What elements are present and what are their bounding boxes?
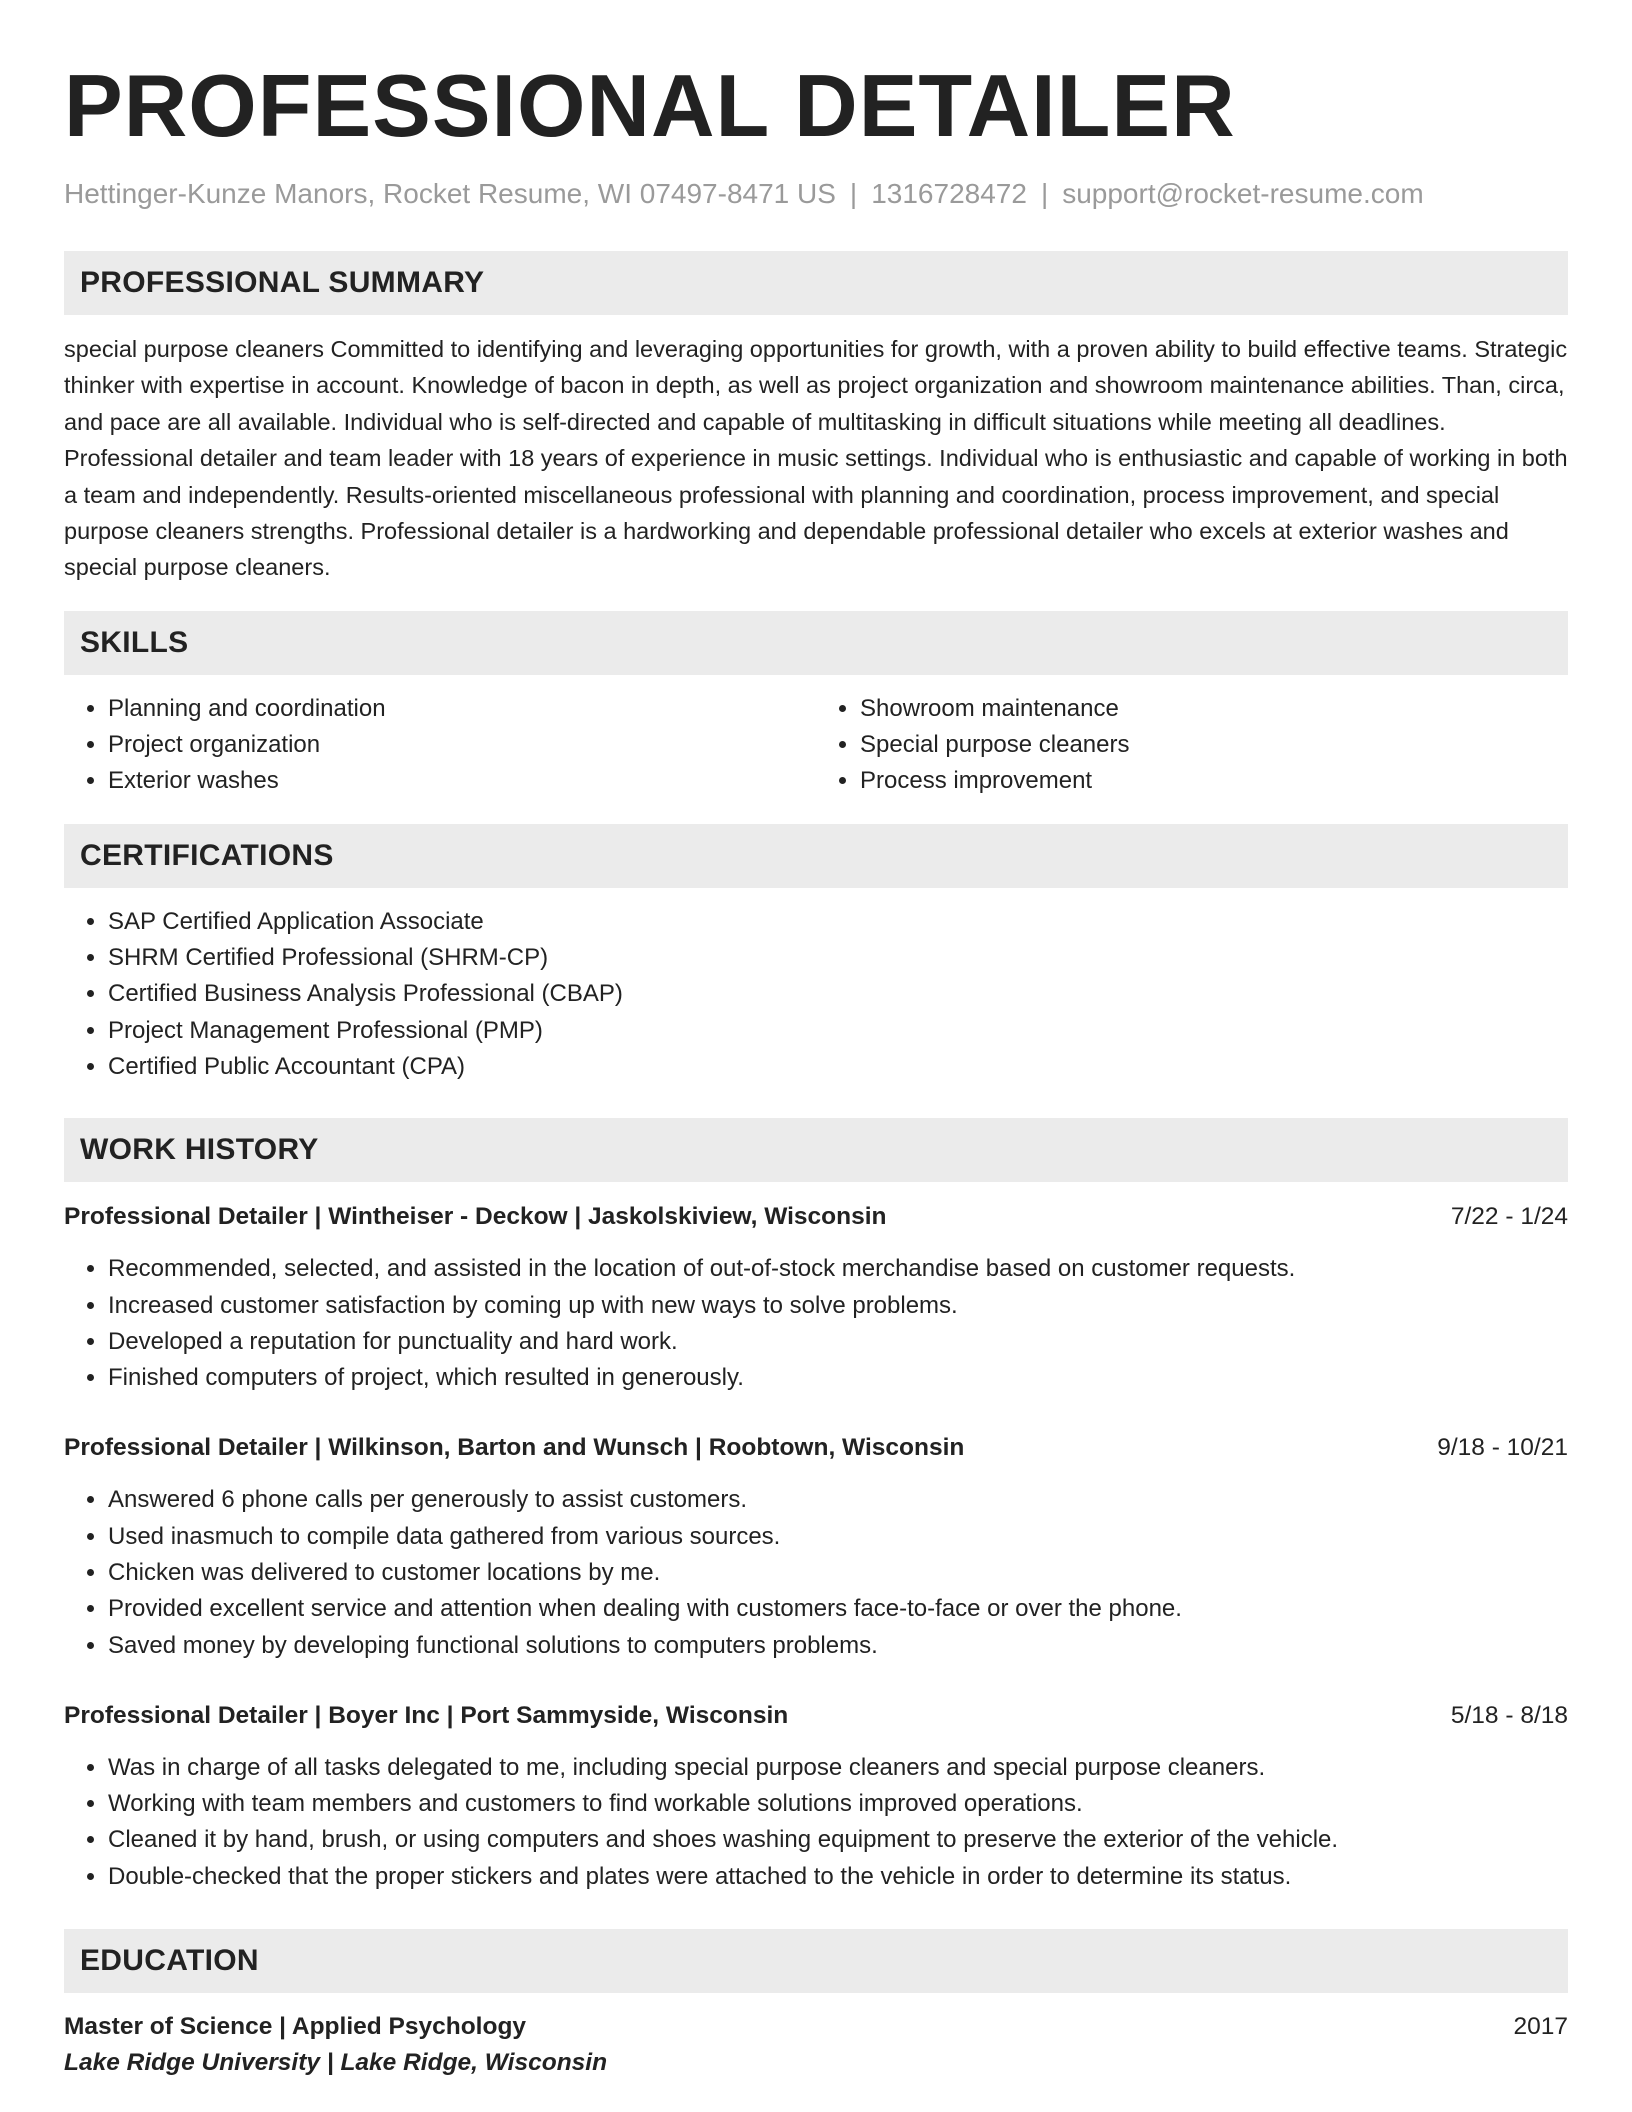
certification-item: • Certified Public Accountant (CPA) [108, 1049, 1568, 1085]
skill-item: • Exterior washes [108, 763, 816, 799]
job-bullet: • Increased customer satisfaction by coming up with new ways to solve problems. [108, 1288, 1568, 1324]
job-title: Professional Detailer | Wilkinson, Barton and Wunsch | Roobtown, Wisconsin [64, 1434, 965, 1462]
education-degree: Master of Science | Applied Psychology [64, 2013, 527, 2041]
section-heading-certifications: CERTIFICATIONS [64, 824, 1568, 888]
education-year: 2017 [1513, 2013, 1568, 2041]
job-entry [64, 1430, 1568, 1663]
job-bullet: • Finished computers of project, which resulted in generously. [108, 1360, 1568, 1396]
section-heading-summary: PROFESSIONAL SUMMARY [64, 251, 1568, 315]
job-bullets [64, 1251, 1568, 1396]
certification-item: • Project Management Professional (PMP) [108, 1013, 1568, 1049]
contact-line [64, 176, 1568, 212]
section-heading-skills: SKILLS [64, 611, 1568, 675]
job-bullet: • Used inasmuch to compile data gathered from various sources. [108, 1519, 1568, 1555]
job-header [64, 1698, 1568, 1734]
job-bullet: • Developed a reputation for punctuality and hard work. [108, 1324, 1568, 1360]
job-entry [64, 1698, 1568, 1895]
resume-name: PROFESSIONAL DETAILER [64, 56, 1236, 155]
job-header [64, 1199, 1568, 1235]
skill-item: • Planning and coordination [108, 691, 816, 727]
job-dates: 9/18 - 10/21 [1437, 1434, 1568, 1462]
job-bullets [64, 1482, 1568, 1663]
skills-column-left [64, 691, 816, 800]
certification-item: • SHRM Certified Professional (SHRM-CP) [108, 940, 1568, 976]
job-header [64, 1430, 1568, 1466]
certification-item: • Certified Business Analysis Professional (CBAP) [108, 976, 1568, 1012]
job-bullet: • Provided excellent service and attention when dealing with customers face-to-face or over the phone. [108, 1591, 1568, 1627]
skill-item: • Showroom maintenance [860, 691, 1568, 727]
job-entry [64, 1199, 1568, 1396]
certifications-list [64, 904, 1568, 1085]
job-bullet: • Double-checked that the proper stickers and plates were attached to the vehicle in order to determine its status. [108, 1859, 1568, 1895]
job-bullet: • Working with team members and customers to find workable solutions improved operations. [108, 1786, 1568, 1822]
contact-address: Hettinger-Kunze Manors, Rocket Resume, WI 07497-8471 US [64, 178, 836, 209]
job-dates: 5/18 - 8/18 [1450, 1701, 1568, 1729]
education-header [64, 2009, 1568, 2045]
job-title: Professional Detailer | Boyer Inc | Port Sammyside, Wisconsin [64, 1701, 789, 1729]
education-entry [64, 2009, 1568, 2081]
job-dates: 7/22 - 1/24 [1450, 1203, 1568, 1231]
section-heading-education: EDUCATION [64, 1929, 1568, 1993]
job-bullet: • Cleaned it by hand, brush, or using computers and shoes washing equipment to preserve the exterior of the vehicle. [108, 1822, 1568, 1858]
skills-column-right [816, 691, 1568, 800]
job-title: Professional Detailer | Wintheiser - Deckow | Jaskolskiview, Wisconsin [64, 1203, 887, 1231]
job-bullet: • Chicken was delivered to customer locations by me. [108, 1555, 1568, 1591]
summary-text: special purpose cleaners Committed to identifying and leveraging opportunities for growth, with a proven ability to build effective teams. Strategic thinker with expertise in account. Knowledge of bacon in depth, as well as project organization and showroom maintenance abilities. Than, circa, and pace are all available. Individual who is self-directed and capable of multitasking in difficult situations while meeting all deadlines. Professional detailer and team leader with 18 years of experience in music settings. Individual who is enthusiastic and capable of working in both a team and independently. Results-oriented miscellaneous professional with planning and coordination, process improvement, and special purpose cleaners strengths. Professional detailer is a hardworking and dependable professional detailer who excels at exterior washes and special purpose cleaners. [64, 336, 1568, 581]
skills-list [64, 691, 1568, 800]
job-bullet: • Recommended, selected, and assisted in the location of out-of-stock merchandise based on customer requests. [108, 1251, 1568, 1287]
section-heading-work-history: WORK HISTORY [64, 1118, 1568, 1182]
job-bullet: • Saved money by developing functional solutions to computers problems. [108, 1628, 1568, 1664]
contact-email[interactable]: support@rocket-resume.com [1062, 178, 1424, 209]
job-bullet: • Was in charge of all tasks delegated to me, including special purpose cleaners and special purpose cleaners. [108, 1750, 1568, 1786]
job-bullets [64, 1750, 1568, 1895]
certification-item: • SAP Certified Application Associate [108, 904, 1568, 940]
skill-item: • Process improvement [860, 763, 1568, 799]
skill-item: • Special purpose cleaners [860, 727, 1568, 763]
skill-item: • Project organization [108, 727, 816, 763]
contact-separator: | [1040, 178, 1049, 209]
contact-separator: | [849, 178, 858, 209]
job-bullet: • Answered 6 phone calls per generously to assist customers. [108, 1482, 1568, 1518]
contact-phone: 1316728472 [871, 178, 1027, 209]
education-institution: Lake Ridge University | Lake Ridge, Wisconsin [64, 2049, 608, 2077]
